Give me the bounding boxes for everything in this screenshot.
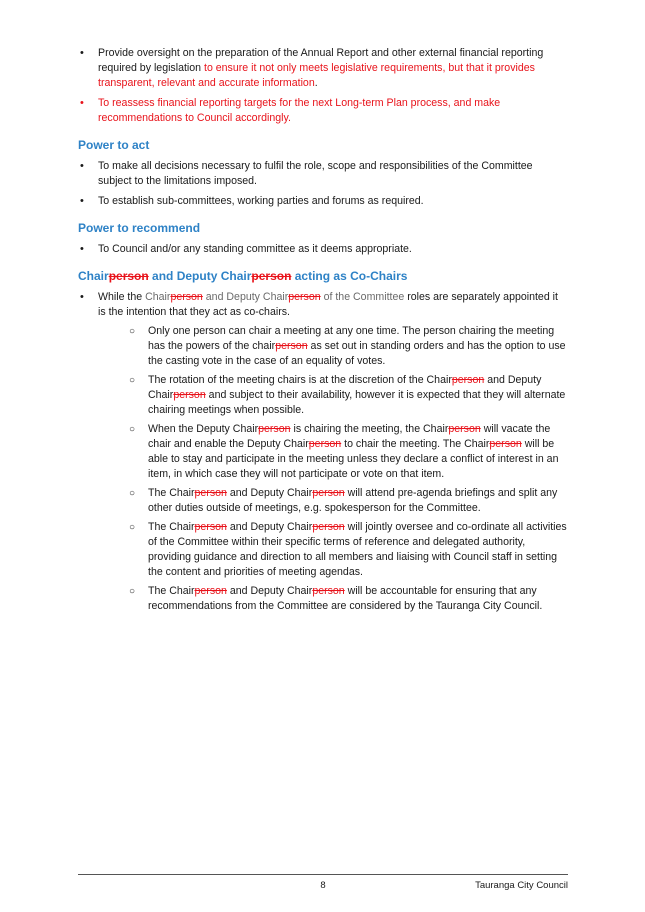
bullet-dot: • (80, 160, 84, 172)
circle-bullet-icon: ○ (129, 488, 136, 499)
sub-text: will attend pre-agenda briefings and split any other duties outside of meetings, e.g. spokesperson for the Committee. (148, 487, 558, 514)
sub-text: The rotation of the meeting chairs is at the discretion of the Chair (148, 374, 452, 386)
sub-text: The Chair (148, 487, 195, 499)
deleted-text: person (312, 487, 345, 499)
sub-text: When the Deputy Chair (148, 423, 259, 435)
sub-text: and Deputy Chair (226, 521, 313, 533)
bullet-dot: • (80, 291, 84, 303)
heading-part: Chair (78, 269, 109, 283)
bullet-item (78, 46, 568, 91)
bullet-dot: • (80, 243, 84, 255)
sub-text: will vacate the chair and enable the Deputy Chair (148, 423, 551, 450)
deleted-text: person (108, 269, 149, 283)
bullet-text: To make all decisions necessary to fulfil the role, scope and responsibilities of the Committee subject to the limitations imposed. (98, 160, 533, 187)
sub-text: and subject to their availability, however it is expected that they will alternate chairing meetings when possible. (148, 389, 566, 416)
inserted-text: To reassess financial reporting targets for the next Long-term Plan process, and make recommendations to Council accordingly. (98, 97, 501, 124)
heading-cochairs (78, 269, 568, 284)
bullet-item (78, 290, 568, 320)
deleted-text: person (288, 291, 321, 303)
bullet-dot: • (80, 97, 84, 109)
deleted-text: person (312, 585, 345, 597)
bullet-item (78, 242, 568, 257)
deleted-text: person (312, 521, 345, 533)
page-number: 8 (320, 880, 326, 891)
sub-text: and Deputy Chair (226, 585, 313, 597)
sub-list-item (78, 520, 568, 580)
deleted-text: person (194, 585, 227, 597)
circle-bullet-icon: ○ (129, 424, 136, 435)
bullet-text: roles are separately appointed it is the intention that they act as co-chairs. (98, 291, 558, 318)
sub-list-item (78, 486, 568, 516)
deleted-text: person (194, 521, 227, 533)
sub-text: The Chair (148, 521, 195, 533)
sub-text: The Chair (148, 585, 195, 597)
sub-text: will be accountable for ensuring that any recommendations from the Committee are considered by the Tauranga City Council. (148, 585, 543, 612)
deleted-text: person (173, 389, 206, 401)
heading-power-to-act: Power to act (78, 138, 150, 152)
sub-text: and Deputy Chair (148, 374, 542, 401)
bullet-text: Provide oversight on the preparation of the Annual Report and other external financial reporting required by legislation (98, 47, 544, 74)
heading-part: and Deputy Chair (148, 269, 252, 283)
deleted-text: person (275, 340, 308, 352)
bullet-dot: • (80, 47, 84, 59)
bullet-item (78, 194, 568, 209)
deleted-text: person (170, 291, 203, 303)
sub-list-item (78, 373, 568, 418)
deleted-text: person (251, 269, 292, 283)
page-content (78, 46, 568, 618)
bullet-dot: • (80, 195, 84, 207)
deleted-text: person (194, 487, 227, 499)
sub-text: will be able to stay and participate in the meeting unless they declare a conflict of interest in an item, in which case they will not participate or vote on that item. (148, 438, 559, 480)
deleted-text: person (258, 423, 291, 435)
bullet-text: While the (98, 291, 146, 303)
deleted-text: person (489, 438, 522, 450)
bullet-text: To establish sub-committees, working parties and forums as required. (98, 195, 424, 207)
heading-power-to-recommend: Power to recommend (78, 221, 201, 235)
bullet-text: To Council and/or any standing committee as it deems appropriate. (98, 243, 412, 255)
gray-text: Chair (145, 291, 171, 303)
sub-text: and Deputy Chair (226, 487, 313, 499)
sub-list-item (78, 584, 568, 614)
gray-text: of the Committee (320, 291, 405, 303)
circle-bullet-icon: ○ (129, 522, 136, 533)
deleted-text: person (451, 374, 485, 386)
footer-organization: Tauranga City Council (475, 880, 568, 891)
footer-divider (78, 874, 568, 875)
circle-bullet-icon: ○ (129, 586, 136, 597)
sub-text: Only one person can chair a meeting at any one time. The person chairing the meeting has the powers of the chair (148, 325, 555, 352)
inserted-text: to ensure it not only meets legislative requirements, but that it provides transparent, relevant and accurate information (98, 62, 535, 89)
sub-text: to chair the meeting. The Chair (341, 438, 490, 450)
bullet-item (78, 159, 568, 189)
gray-text: and Deputy Chair (202, 291, 289, 303)
deleted-text: person (448, 423, 481, 435)
sub-text: is chairing the meeting, the Chair (290, 423, 449, 435)
heading-part: acting as Co-Chairs (291, 269, 408, 283)
circle-bullet-icon: ○ (129, 326, 136, 337)
sub-list-item (78, 422, 568, 482)
sub-text: will jointly oversee and co-ordinate all activities of the Committee within their specific terms of reference and delegated authority, providing guidance and direction to all members and liaising with Council staff in setting the content and priorities of meeting agendas. (148, 521, 567, 578)
bullet-text-tail: . (314, 77, 318, 89)
deleted-text: person (308, 438, 342, 450)
sub-list-item (78, 324, 568, 369)
circle-bullet-icon: ○ (129, 375, 136, 386)
sub-text: as set out in standing orders and has the option to use the casting vote in the case of an equality of votes. (148, 340, 566, 367)
bullet-item (78, 96, 568, 126)
